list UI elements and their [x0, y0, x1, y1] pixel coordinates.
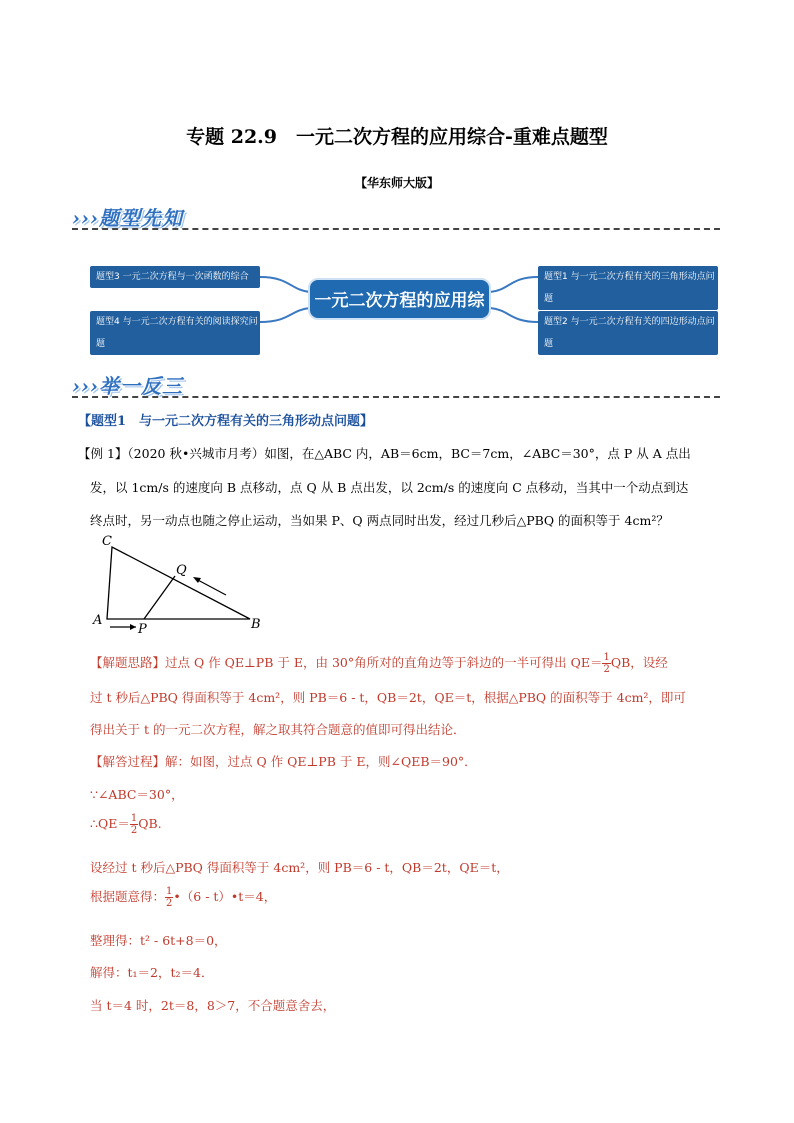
thinking-label: 【解题思路】	[90, 655, 166, 670]
solution-line: 根据题意得： $\frac{1}{2}$ •（6 - t）•t＝4，	[90, 886, 277, 909]
vertex-label-p: P	[138, 622, 147, 637]
fraction-half: $\frac{1}{2}$	[130, 813, 138, 836]
vertex-label-a: A	[93, 613, 103, 628]
vertex-label-q: Q	[176, 563, 187, 578]
fraction-half: $\frac{1}{2}$	[166, 886, 173, 909]
thinking-line: 过 t 秒后△PBQ 得面积等于 4cm²，则 PB＝6 - t，QB＝2t，QE＝t，根据△PBQ 的面积等于 4cm²，即可	[90, 690, 686, 705]
edition-label: 【华东师大版】	[354, 176, 439, 190]
solution-line: 当 t＝4 时，2t＝8，8＞7，不合题意舍去，	[90, 998, 336, 1013]
solution-line: ∴QE＝ $\frac{1}{2}$ QB.	[90, 813, 162, 836]
solution-line: 设经过 t 秒后△PBQ 得面积等于 4cm²，则 PB＝6 - t，QB＝2t，QE＝t，	[90, 860, 509, 875]
vertex-label-c: C	[102, 534, 112, 549]
banner-question-types: ›››题型先知	[72, 206, 183, 230]
thinking-line: 【解题思路】过点 Q 作 QE⊥PB 于 E，由 30°角所对的直角边等于斜边的一半可得出 QE＝ $\frac{1}{2}$ QB，设经	[90, 652, 668, 675]
solution-line: ∵∠ABC＝30°，	[90, 787, 184, 802]
solution-line: 【解答过程】解：如图，过点 Q 作 QE⊥PB 于 E，则∠QEB＝90°．	[90, 754, 477, 769]
example-text: 【例 1】（2020 秋•兴城市月考）如图，在△ABC 内，AB＝6cm，BC＝7cm，∠ABC＝30°，点 P 从 A 点出	[78, 446, 691, 461]
mindmap-type4: 题型4 与一元二次方程有关的阅读探究问题	[90, 311, 260, 355]
solution-label: 【解答过程】	[90, 754, 166, 769]
mindmap-type3: 题型3 一元二次方程与一次函数的综合	[90, 266, 260, 288]
example-text: 终点时，另一动点也随之停止运动，当如果 P、Q 两点同时出发，经过几秒后△PBQ 的面积等于 4cm²？	[90, 513, 669, 528]
thinking-line: 得出关于 t 的一元二次方程，解之取其符合题意的值即可得出结论．	[90, 722, 466, 737]
mindmap-type1: 题型1 与一元二次方程有关的三角形动点问题	[538, 266, 718, 310]
example-text: 发，以 1cm/s 的速度向 B 点移动，点 Q 从 B 点出发，以 2cm/s 的速度向 C 点移动，当其中一个动点到达	[90, 480, 689, 495]
mindmap-center: 一元二次方程的应用综合	[308, 278, 491, 320]
divider	[72, 396, 720, 398]
section-heading: 【题型1 与一元二次方程有关的三角形动点问题】	[78, 414, 374, 429]
vertex-label-b: B	[251, 617, 261, 632]
solution-line: 整理得：t² - 6t+8＝0，	[90, 933, 227, 948]
page-title: 专题 22.9 一元二次方程的应用综合-重难点题型	[186, 126, 608, 148]
banner-examples: ›››举一反三	[72, 374, 183, 398]
solution-line: 解得：t₁＝2，t₂＝4．	[90, 965, 214, 980]
mindmap-type2: 题型2 与一元二次方程有关的四边形动点问题	[538, 311, 718, 355]
fraction-half: $\frac{1}{2}$	[603, 652, 610, 675]
triangle-figure	[88, 532, 278, 640]
